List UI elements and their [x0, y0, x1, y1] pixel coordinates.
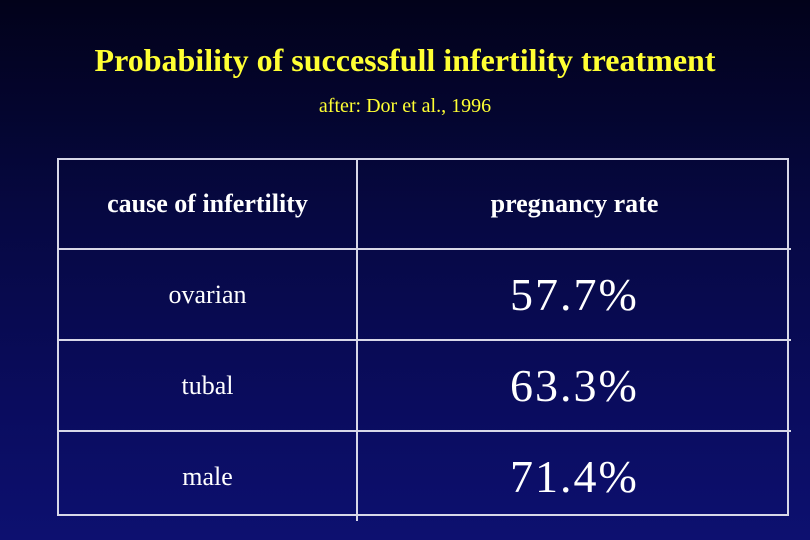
- table-row: [59, 340, 791, 431]
- header-rate: pregnancy rate: [357, 160, 791, 249]
- table-header-row: [59, 160, 791, 249]
- header-cause: cause of infertility: [59, 160, 357, 249]
- slide-subtitle: after: Dor et al., 1996: [318, 95, 492, 117]
- cause-cell: male: [59, 431, 357, 521]
- cause-cell: tubal: [59, 340, 357, 431]
- rate-cell: 71.4%: [357, 431, 791, 521]
- table-row: [59, 249, 791, 340]
- table-row: [59, 431, 791, 521]
- slide-title: Probability of successfull infertility treatment: [94, 42, 716, 78]
- results-table: [57, 158, 789, 516]
- rate-cell: 57.7%: [357, 249, 791, 340]
- rate-cell: 63.3%: [357, 340, 791, 431]
- cause-cell: ovarian: [59, 249, 357, 340]
